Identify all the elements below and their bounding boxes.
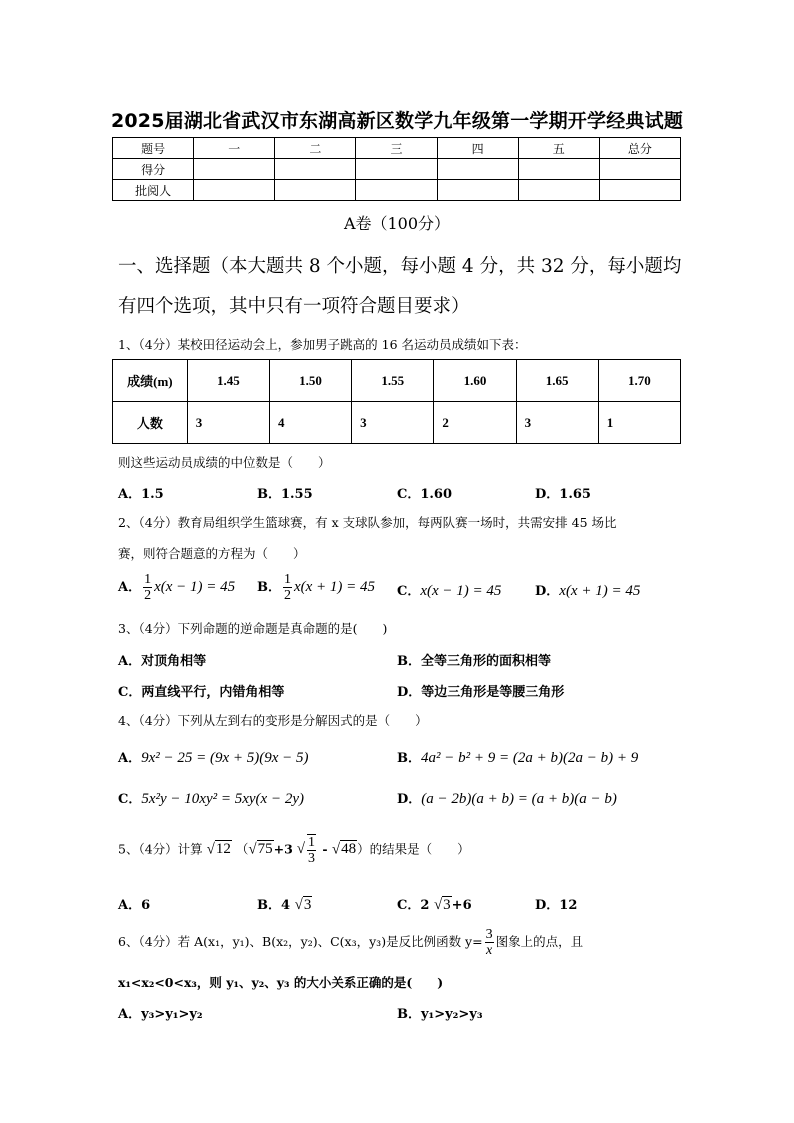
- q3-stem: 3、（4分）下列命题的逆命题是真命题的是( ): [118, 621, 388, 636]
- q1-option-a[interactable]: A．1.5: [118, 487, 164, 502]
- row-label: 批阅人: [113, 180, 194, 201]
- q4-option-a[interactable]: A．9x² − 25 = (9x + 5)(9x − 5): [118, 750, 309, 766]
- cell: 1: [598, 402, 680, 444]
- cell: 2: [434, 402, 516, 444]
- q2-option-b[interactable]: B． $\frac{1}{2}$ x(x + 1) = 45: [257, 572, 376, 603]
- q3-option-d[interactable]: D．等边三角形是等腰三角形: [397, 685, 565, 700]
- q2-stem-cont: 赛，则符合题意的方程为（ ）: [118, 546, 306, 561]
- part-heading: A卷（100分）: [343, 214, 451, 233]
- q5-option-a[interactable]: A．6: [118, 898, 151, 913]
- q2-option-d[interactable]: D．x(x + 1) = 45: [535, 583, 641, 599]
- q2-option-c[interactable]: C．x(x − 1) = 45: [397, 583, 502, 599]
- q4-option-d[interactable]: D．(a − 2b)(a + b) = (a + b)(a − b): [397, 791, 617, 807]
- q5-option-b[interactable]: B．4 √3: [257, 897, 312, 913]
- cell: 1.50: [269, 360, 351, 402]
- cell: 1.60: [434, 360, 516, 402]
- q4-option-c[interactable]: C．5x²y − 10xy² = 5xy(x − 2y): [118, 791, 304, 807]
- q1-option-b[interactable]: B．1.55: [257, 487, 313, 502]
- cell: 3: [352, 402, 434, 444]
- page-title: 2025届湖北省武汉市东湖高新区数学九年级第一学期开学经典试题: [110, 110, 684, 132]
- q5-option-c[interactable]: C．2 √3+6: [397, 897, 472, 913]
- header-cell: 四: [437, 138, 518, 159]
- cell: 3: [187, 402, 269, 444]
- q3-option-a[interactable]: A．对顶角相等: [118, 654, 207, 669]
- q4-option-b[interactable]: B．4a² − b² + 9 = (2a + b)(2a − b) + 9: [397, 750, 639, 766]
- q6-stem: 6、（4分）若 A(x₁，y₁)、B(x₂，y₂)、C(x₃，y₃)是反比例函数 y= $\frac{3}{x}$ 图象上的点，且: [118, 927, 584, 958]
- q6-option-a[interactable]: A．y₃>y₁>y₂: [118, 1007, 203, 1022]
- q6-stem-cont: x₁<x₂<0<x₃，则 y₁、y₂、y₃ 的大小关系正确的是( ): [118, 975, 444, 990]
- header-cell: 五: [518, 138, 599, 159]
- cell: 成绩(m): [113, 360, 188, 402]
- q1-table: [112, 359, 681, 444]
- section-heading: 一、选择题（本大题共 8 个小题，每小题 4 分，共 32 分，每小题均: [118, 256, 682, 277]
- row-label: 得分: [113, 159, 194, 180]
- q1-option-c[interactable]: C．1.60: [397, 487, 453, 502]
- sqrt-12: √12: [206, 841, 231, 858]
- cell: 1.45: [187, 360, 269, 402]
- q6-option-b[interactable]: B．y₁>y₂>y₃: [397, 1007, 483, 1022]
- cell: 4: [269, 402, 351, 444]
- cell: 人数: [113, 402, 188, 444]
- q1-question: 则这些运动员成绩的中位数是（ ）: [118, 455, 331, 470]
- q5-stem: 5、（4分）计算 √12 （√75+3 √ $\frac{1}{3}$ - √48）的结果是（ ）: [118, 835, 470, 866]
- header-cell: 题号: [113, 138, 194, 159]
- q1-option-d[interactable]: D．1.65: [535, 487, 591, 502]
- q3-option-b[interactable]: B．全等三角形的面积相等: [397, 654, 551, 669]
- q3-option-c[interactable]: C．两直线平行，内错角相等: [118, 685, 285, 700]
- q5-option-d[interactable]: D．12: [535, 898, 578, 913]
- cell: 1.55: [352, 360, 434, 402]
- q2-stem: 2、（4分）教育局组织学生篮球赛，有 x 支球队参加，每两队赛一场时，共需安排 45 场比: [118, 515, 617, 530]
- header-cell: 二: [275, 138, 356, 159]
- section-heading-cont: 有四个选项，其中只有一项符合题目要求）: [118, 296, 470, 317]
- cell: 3: [516, 402, 598, 444]
- header-cell: 一: [194, 138, 275, 159]
- header-cell: 三: [356, 138, 437, 159]
- header-cell: 总分: [599, 138, 680, 159]
- cell: 1.65: [516, 360, 598, 402]
- q2-option-a[interactable]: A． $\frac{1}{2}$ x(x − 1) = 45: [118, 572, 236, 603]
- q4-stem: 4、（4分）下列从左到右的变形是分解因式的是（ ）: [118, 713, 428, 728]
- cell: 1.70: [598, 360, 680, 402]
- score-table: [112, 137, 681, 201]
- q1-stem: 1、（4分）某校田径运动会上，参加男子跳高的 16 名运动员成绩如下表：: [118, 337, 527, 352]
